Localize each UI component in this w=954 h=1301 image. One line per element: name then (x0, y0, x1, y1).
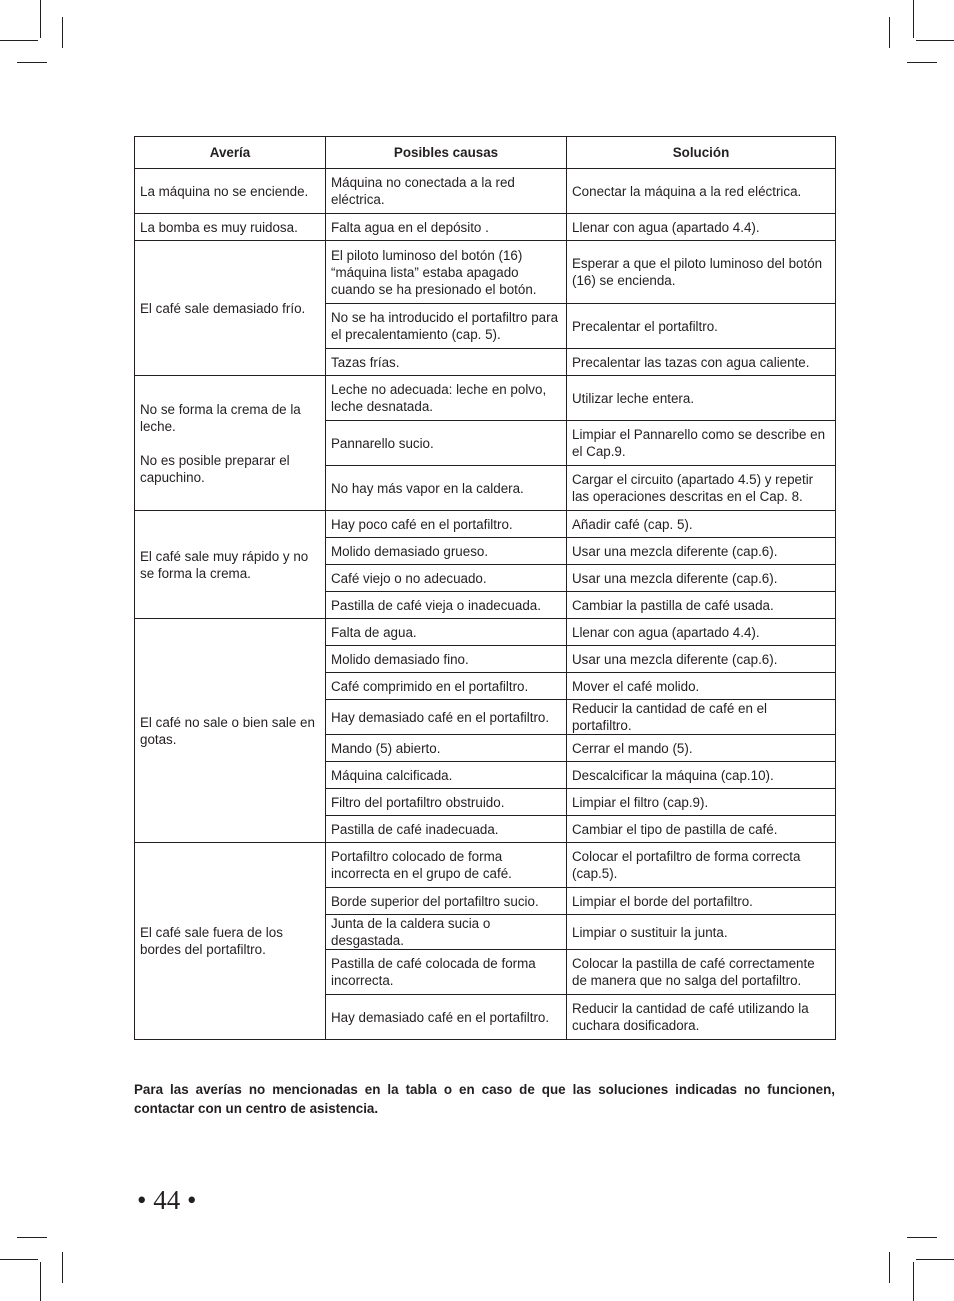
solution-cell: Mover el café molido. (567, 673, 836, 700)
header-fault: Avería (135, 137, 326, 169)
cause-cell: Mando (5) abierto. (326, 735, 567, 762)
solution-cell: Utilizar leche entera. (567, 376, 836, 421)
cause-cell: Hay demasiado café en el portafiltro. (326, 700, 567, 735)
solution-cell: Colocar el portafiltro de forma correcta (cap.5). (567, 843, 836, 888)
cause-cell: No hay más vapor en la caldera. (326, 466, 567, 511)
table-row (135, 619, 836, 646)
page-number: • 44 • (137, 1185, 197, 1215)
cause-cell: No se ha introducido el portafiltro para el precalentamiento (cap. 5). (326, 304, 567, 349)
table-row (135, 376, 836, 421)
cause-cell: Molido demasiado fino. (326, 646, 567, 673)
cause-cell: Pastilla de café vieja o inadecuada. (326, 592, 567, 619)
solution-cell: Esperar a que el piloto luminoso del botón (16) se encienda. (567, 241, 836, 304)
solution-cell: Usar una mezcla diferente (cap.6). (567, 646, 836, 673)
solution-cell: Reducir la cantidad de café utilizando la cuchara dosificadora. (567, 995, 836, 1040)
cause-cell: Café comprimido en el portafiltro. (326, 673, 567, 700)
cause-cell: Leche no adecuada: leche en polvo, leche desnatada. (326, 376, 567, 421)
cause-cell: Café viejo o no adecuado. (326, 565, 567, 592)
table-row (135, 169, 836, 214)
solution-cell: Cambiar el tipo de pastilla de café. (567, 816, 836, 843)
table-row (135, 843, 836, 888)
cause-cell: Hay demasiado café en el portafiltro. (326, 995, 567, 1040)
fault-cell: El café sale demasiado frío. (135, 241, 326, 376)
cause-cell: Portafiltro colocado de forma incorrecta en el grupo de café. (326, 843, 567, 888)
solution-cell: Limpiar o sustituir la junta. (567, 915, 836, 950)
fault-cell: El café no sale o bien sale en gotas. (135, 619, 326, 843)
solution-cell: Llenar con agua (apartado 4.4). (567, 214, 836, 241)
solution-cell: Usar una mezcla diferente (cap.6). (567, 565, 836, 592)
cause-cell: El piloto luminoso del botón (16) “máquina lista” estaba apagado cuando se ha presionado el botón. (326, 241, 567, 304)
table-row (135, 511, 836, 538)
solution-cell: Limpiar el Pannarello como se describe en el Cap.9. (567, 421, 836, 466)
solution-cell: Cerrar el mando (5). (567, 735, 836, 762)
fault-cell (135, 376, 326, 511)
cause-cell: Falta agua en el depósito . (326, 214, 567, 241)
header-solution: Solución (567, 137, 836, 169)
fault-cell: El café sale muy rápido y no se forma la crema. (135, 511, 326, 619)
fault-cell: El café sale fuera de los bordes del portafiltro. (135, 843, 326, 1040)
assistance-note: Para las averías no mencionadas en la tabla o en caso de que las soluciones indicadas no funcionen, contactar con un centro de asistencia. (134, 1082, 835, 1117)
cause-cell: Borde superior del portafiltro sucio. (326, 888, 567, 915)
solution-cell: Precalentar las tazas con agua caliente. (567, 349, 836, 376)
solution-cell: Reducir la cantidad de café en el portafiltro. (567, 700, 836, 735)
solution-cell: Llenar con agua (apartado 4.4). (567, 619, 836, 646)
cause-cell: Pastilla de café inadecuada. (326, 816, 567, 843)
cause-cell: Falta de agua. (326, 619, 567, 646)
solution-cell: Añadir café (cap. 5). (567, 511, 836, 538)
cause-cell: Pannarello sucio. (326, 421, 567, 466)
header-causes: Posibles causas (326, 137, 567, 169)
table-row (135, 214, 836, 241)
cause-cell: Tazas frías. (326, 349, 567, 376)
solution-cell: Conectar la máquina a la red eléctrica. (567, 169, 836, 214)
solution-cell: Colocar la pastilla de café correctamente de manera que no salga del portafiltro. (567, 950, 836, 995)
solution-cell: Limpiar el filtro (cap.9). (567, 789, 836, 816)
troubleshooting-table (134, 136, 836, 1040)
solution-cell: Descalcificar la máquina (cap.10). (567, 762, 836, 789)
fault-cell: La bomba es muy ruidosa. (135, 214, 326, 241)
table-header-row (135, 137, 836, 169)
fault-cell: La máquina no se enciende. (135, 169, 326, 214)
cause-cell: Pastilla de café colocada de forma incorrecta. (326, 950, 567, 995)
table-row (135, 241, 836, 304)
solution-cell: Precalentar el portafiltro. (567, 304, 836, 349)
solution-cell: Cargar el circuito (apartado 4.5) y repetir las operaciones descritas en el Cap. 8. (567, 466, 836, 511)
cause-cell: Junta de la caldera sucia o desgastada. (326, 915, 567, 950)
cause-cell: Hay poco café en el portafiltro. (326, 511, 567, 538)
cause-cell: Máquina no conectada a la red eléctrica. (326, 169, 567, 214)
fault-line: No es posible preparar el capuchino. (140, 452, 290, 485)
cause-cell: Molido demasiado grueso. (326, 538, 567, 565)
solution-cell: Limpiar el borde del portafiltro. (567, 888, 836, 915)
cause-cell: Máquina calcificada. (326, 762, 567, 789)
fault-line: No se forma la crema de la leche. (140, 401, 301, 434)
solution-cell: Usar una mezcla diferente (cap.6). (567, 538, 836, 565)
solution-cell: Cambiar la pastilla de café usada. (567, 592, 836, 619)
cause-cell: Filtro del portafiltro obstruido. (326, 789, 567, 816)
